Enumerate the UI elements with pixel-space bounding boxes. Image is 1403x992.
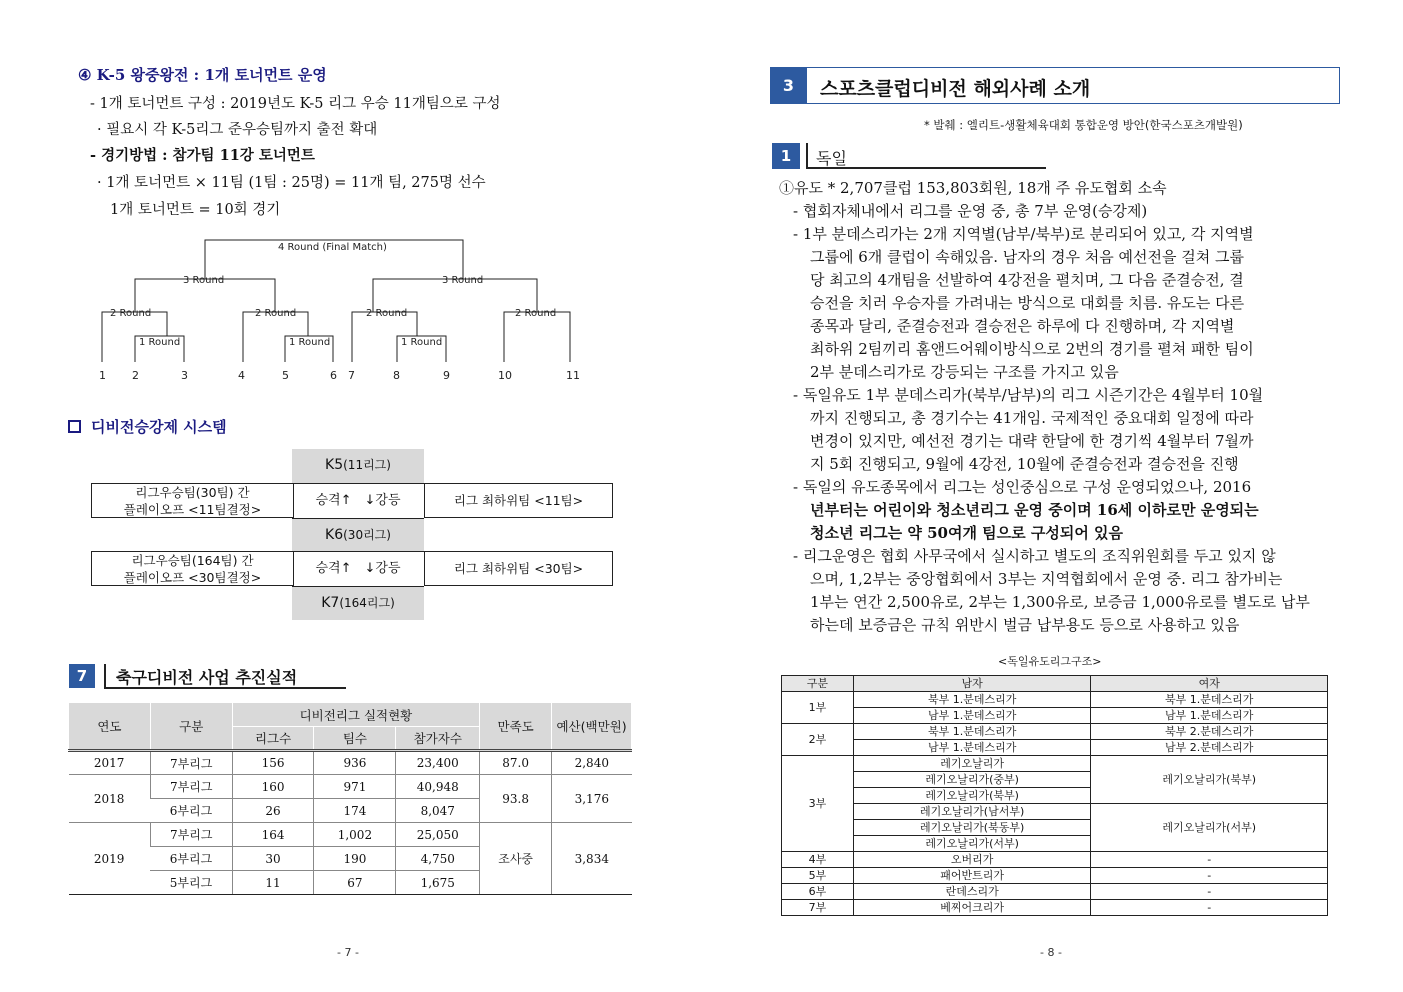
bottom-team-box-2: 리그 최하위팀 <30팀> — [424, 551, 613, 586]
team-number: 8 — [393, 369, 400, 382]
col-header: 구분 — [150, 703, 232, 751]
table-row: 6부리그 26 174 8,047 — [69, 799, 632, 823]
col-header: 연도 — [69, 703, 151, 751]
text-line: 2부 분데스리가로 강등되는 구조를 가지고 있음 — [810, 363, 1119, 381]
table-row: 5부 패어반트리가 - — [782, 868, 1328, 884]
text-line: 1부는 연간 2,500유로, 2부는 1,300유로, 보증금 1,000유로를 별도로 납부 — [810, 593, 1310, 611]
text-line: 지 5회 진행되고, 9월에 4강전, 10월에 준결승전과 결승전을 진행 — [810, 455, 1239, 473]
table-row: 2018 7부리그 160 971 40,948 93.8 3,176 — [69, 775, 632, 799]
team-number: 6 — [330, 369, 337, 382]
col-header: 구분 — [782, 676, 854, 692]
text-line: 승전을 치러 우승자를 가려내는 방식으로 대회를 치름. 유도는 다른 — [810, 294, 1245, 312]
bracket-r1-label: 1 Round — [401, 337, 443, 348]
table-row: 3부 레기오날리가 레기오날리가(북부) — [782, 756, 1328, 772]
col-header: 디비전리그 실적현황 — [232, 703, 480, 727]
text-line: - 협회자체내에서 리그를 운영 중, 총 7부 운영(승강제) — [793, 202, 1148, 220]
text-line: 으며, 1,2부는 중앙협회에서 3부는 지역협회에서 운영 중. 리그 참가비는 — [810, 570, 1283, 588]
team-number: 2 — [132, 369, 139, 382]
section-number: 3 — [770, 67, 807, 104]
team-number: 4 — [238, 369, 245, 382]
k5-heading: ④ K-5 왕중왕전 : 1개 토너먼트 운영 — [78, 66, 327, 84]
subsection-title: 독일 — [816, 149, 847, 168]
playoff-box-2: 리그우승팀(164팀) 간 플레이오프 <30팀결정> — [91, 551, 294, 586]
bracket-final-label: 4 Round (Final Match) — [278, 242, 387, 253]
k6-box: K6(30리그) — [292, 519, 424, 551]
checkbox-square-icon — [68, 420, 81, 433]
col-header: 예산(백만원) — [552, 703, 632, 751]
bracket-r2-label: 2 Round — [255, 308, 297, 319]
bracket-r3-label: 3 Round — [183, 275, 225, 286]
text-line: 변경이 있지만, 예선전 경기는 대략 한달에 한 경기씩 4월부터 7월까 — [810, 432, 1254, 450]
text-line: 그룹에 6개 클럽이 속해있음. 남자의 경우 처음 예선전을 걸쳐 그룹 — [810, 248, 1244, 266]
table-row: 남부 1.분데스리가 남부 2.분데스리가 — [782, 740, 1328, 756]
table-caption: <독일유도리그구조> — [998, 655, 1102, 668]
table-row: 2부 북부 1.분데스리가 북부 2.분데스리가 — [782, 724, 1328, 740]
col-header: 여자 — [1091, 676, 1328, 692]
table-row: 남부 1.분데스리가 남부 1.분데스리가 — [782, 708, 1328, 724]
team-number: 11 — [566, 369, 580, 382]
table-row: 레기오날리가(북부) — [782, 788, 1328, 804]
text-line: - 독일유도 1부 분데스리가(북부/남부)의 리그 시즌기간은 4월부터 10월 — [793, 386, 1264, 404]
promotion-relegation-1: 승격↑ ↓강등 — [292, 483, 424, 519]
text-line: 최하위 2팀끼리 홈앤드어웨이방식으로 2번의 경기를 펼쳐 패한 팀이 — [810, 340, 1254, 358]
section-title: 축구디비전 사업 추진실적 — [116, 668, 298, 687]
text-line: - 1개 토너먼트 구성 : 2019년도 K-5 리그 우승 11개팀으로 구성 — [90, 96, 501, 112]
text-line: 하는데 보증금은 규칙 위반시 벌금 납부용도 등으로 사용하고 있음 — [810, 616, 1240, 634]
col-header: 남자 — [853, 676, 1091, 692]
table-row: 2019 7부리그 164 1,002 25,050 조사중 3,834 — [69, 823, 632, 847]
team-number: 1 — [99, 369, 106, 382]
subsection-number: 1 — [772, 143, 800, 169]
team-number: 5 — [282, 369, 289, 382]
k7-box: K7(164리그) — [292, 587, 424, 620]
bracket-r3-label: 3 Round — [442, 275, 484, 286]
bracket-r1-label: 1 Round — [139, 337, 181, 348]
team-number: 3 — [181, 369, 188, 382]
playoff-box-1: 리그우승팀(30팀) 간 플레이오프 <11팀결정> — [91, 483, 294, 518]
table-row: 1부 북부 1.분데스리가 북부 1.분데스리가 — [782, 692, 1328, 708]
table-row: 7부 베찌어크리가 - — [782, 900, 1328, 916]
text-line: 당 최고의 4개팀을 선발하여 4강전을 펼치며, 그 다음 준결승전, 결 — [810, 271, 1244, 289]
page-number: - 8 - — [1040, 946, 1062, 959]
performance-table — [68, 702, 632, 895]
table-row: 레기오날리가(서부) — [782, 836, 1328, 852]
division-heading: 디비전승강제 시스템 — [68, 416, 227, 437]
table-row: 4부 오버리가 - — [782, 852, 1328, 868]
text-line: ①유도 * 2,707클럽 153,803회원, 18개 주 유도협회 소속 — [779, 179, 1167, 197]
tournament-bracket — [95, 232, 595, 392]
text-line: · 필요시 각 K-5리그 준우승팀까지 출전 확대 — [97, 122, 378, 138]
section-title: 스포츠클럽디비전 해외사례 소개 — [820, 78, 1091, 100]
german-judo-league-table — [781, 675, 1328, 916]
table-row: 레기오날리가(중부) — [782, 772, 1328, 788]
bracket-r1-label: 1 Round — [289, 337, 331, 348]
text-line: · 1개 토너먼트 × 11팀 (1팀 : 25명) = 11개 팀, 275명 선수 — [97, 175, 486, 191]
text-line: 청소년 리그는 약 50여개 팀으로 구성되어 있음 — [810, 524, 1124, 542]
bracket-r2-label: 2 Round — [110, 308, 152, 319]
table-row: 레기오날리가(남서부) 레기오날리가(서부) — [782, 804, 1328, 820]
text-line: - 리그운영은 협회 사무국에서 실시하고 별도의 조직위원회를 두고 있지 않 — [793, 547, 1276, 565]
bracket-r2-label: 2 Round — [366, 308, 408, 319]
text-line: - 독일의 유도종목에서 리그는 성인중심으로 구성 운영되었으나, 2016 — [793, 478, 1252, 496]
team-number: 7 — [348, 369, 355, 382]
page-number: - 7 - — [337, 946, 359, 959]
sub-header: 참가자수 — [396, 727, 480, 751]
table-row: 5부리그 11 67 1,675 — [69, 871, 632, 895]
sub-header: 팀수 — [314, 727, 396, 751]
team-number: 10 — [498, 369, 512, 382]
sub-header: 리그수 — [232, 727, 314, 751]
table-row: 6부 란데스리가 - — [782, 884, 1328, 900]
section-number: 7 — [69, 664, 95, 688]
table-row: 6부리그 30 190 4,750 — [69, 847, 632, 871]
bracket-r2-label: 2 Round — [515, 308, 557, 319]
team-number: 9 — [443, 369, 450, 382]
text-line: 까지 진행되고, 총 경기수는 41개임. 국제적인 중요대회 일정에 따라 — [810, 409, 1254, 427]
k5-box: K5(11리그) — [292, 449, 424, 483]
text-line: - 경기방법 : 참가팀 11강 토너먼트 — [90, 147, 315, 164]
text-line: 1개 토너먼트 = 10회 경기 — [110, 202, 281, 218]
promotion-relegation-2: 승격↑ ↓강등 — [292, 551, 424, 587]
bottom-team-box-1: 리그 최하위팀 <11팀> — [424, 483, 613, 518]
table-row: 레기오날리가(북동부) — [782, 820, 1328, 836]
table-row: 2017 7부리그 156 936 23,400 87.0 2,840 — [69, 751, 632, 775]
text-line: - 1부 분데스리가는 2개 지역별(남부/북부)로 분리되어 있고, 각 지역별 — [793, 225, 1254, 243]
text-line: 년부터는 어린이와 청소년리그 운영 중이며 16세 이하로만 운영되는 — [810, 501, 1259, 519]
source-note: * 발췌 : 엘리트-생활체육대회 통합운영 방안(한국스포츠개발원) — [924, 118, 1243, 132]
text-line: 종목과 달리, 준결승전과 결승전은 하루에 다 진행하며, 각 지역별 — [810, 317, 1235, 335]
col-header: 만족도 — [480, 703, 552, 751]
